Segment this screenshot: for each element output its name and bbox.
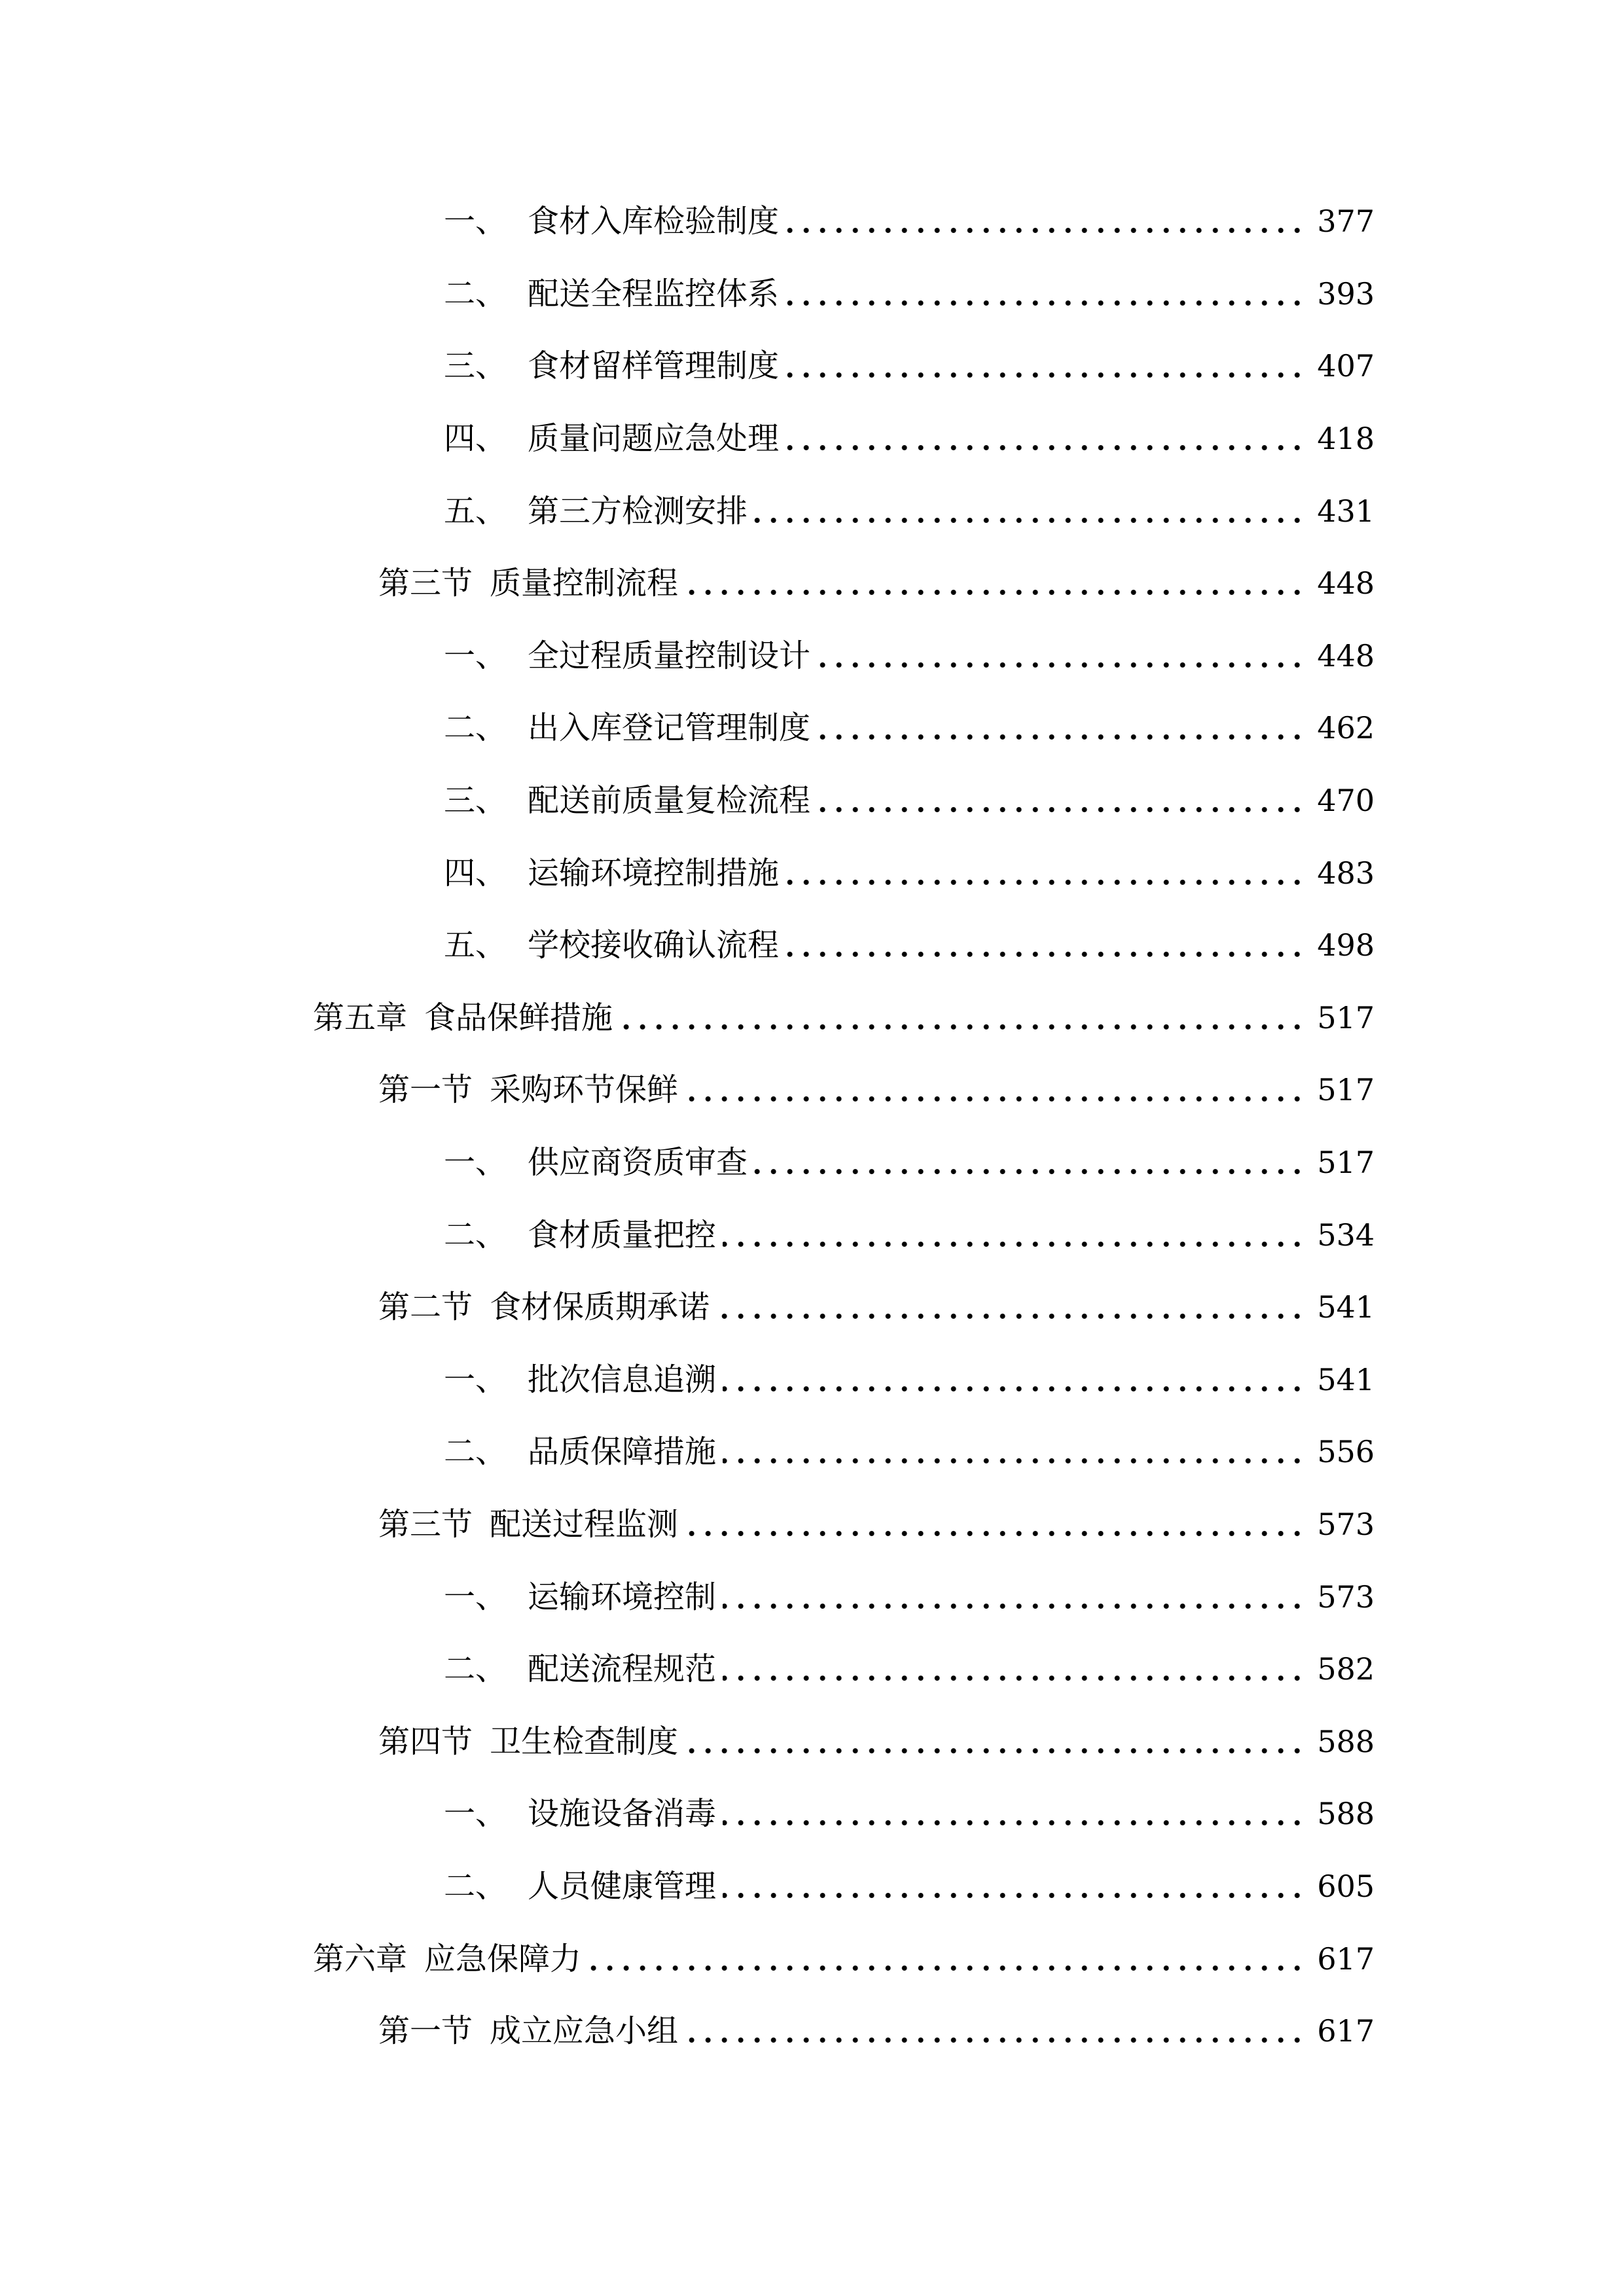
- entry-number: 第三节: [378, 565, 473, 602]
- dot-leader: [685, 577, 1305, 608]
- entry-page-number: 517: [1317, 1145, 1375, 1181]
- dot-leader: [785, 215, 1305, 246]
- entry-number: 三、: [444, 348, 507, 385]
- dot-leader: [685, 1083, 1305, 1115]
- entry-number: 第三节: [378, 1505, 473, 1543]
- entry-page-number: 470: [1317, 783, 1375, 819]
- entry-title: 食材保质期承诺: [490, 1289, 710, 1326]
- toc-entry-item[interactable]: [0, 836, 1624, 909]
- entry-page-number: 418: [1317, 421, 1375, 457]
- entry-number: 一、: [444, 1578, 507, 1615]
- entry-title: 应急保障力: [424, 1940, 582, 1977]
- toc-entry-section[interactable]: [0, 547, 1624, 620]
- entry-page-number: 617: [1317, 2013, 1375, 2049]
- entry-title: 质量问题应急处理: [528, 420, 780, 457]
- entry-title: 配送全程监控体系: [528, 275, 780, 312]
- entry-title: 设施设备消毒: [528, 1795, 717, 1833]
- dot-leader: [817, 721, 1305, 753]
- entry-page-number: 498: [1317, 927, 1375, 963]
- toc-entry-section[interactable]: [0, 1705, 1624, 1778]
- entry-title: 学校接收确认流程: [528, 927, 780, 964]
- entry-title: 食材入库检验制度: [528, 203, 780, 240]
- toc-entry-item[interactable]: [0, 185, 1624, 258]
- entry-page-number: 534: [1317, 1217, 1375, 1253]
- toc-entry-item[interactable]: [0, 692, 1624, 764]
- entry-number: 二、: [444, 275, 507, 312]
- entry-page-number: 462: [1317, 710, 1375, 746]
- entry-number: 第四节: [378, 1723, 473, 1760]
- entry-page-number: 517: [1317, 1072, 1375, 1108]
- entry-number: 三、: [444, 782, 507, 819]
- entry-page-number: 517: [1317, 999, 1375, 1035]
- dot-leader: [754, 505, 1305, 536]
- dot-leader: [716, 1300, 1305, 1332]
- toc-entry-item[interactable]: [0, 620, 1624, 692]
- entry-title: 第三方检测安排: [528, 492, 748, 529]
- table-of-contents: [0, 185, 1624, 2067]
- toc-entry-item[interactable]: [0, 909, 1624, 982]
- entry-page-number: 483: [1317, 855, 1375, 891]
- entry-page-number: 556: [1317, 1434, 1375, 1470]
- toc-entry-item[interactable]: [0, 403, 1624, 475]
- entry-page-number: 448: [1317, 565, 1375, 601]
- entry-page-number: 431: [1317, 493, 1375, 529]
- entry-number: 一、: [444, 1144, 507, 1181]
- toc-entry-item[interactable]: [0, 475, 1624, 547]
- entry-page-number: 573: [1317, 1506, 1375, 1542]
- entry-title: 卫生检查制度: [490, 1723, 679, 1760]
- entry-number: 二、: [444, 1867, 507, 1905]
- toc-entry-item[interactable]: [0, 1198, 1624, 1271]
- toc-entry-section[interactable]: [0, 1995, 1624, 2068]
- entry-title: 配送过程监测: [490, 1505, 679, 1543]
- dot-leader: [785, 432, 1305, 463]
- entry-page-number: 377: [1317, 204, 1375, 240]
- dot-leader: [723, 1229, 1305, 1260]
- entry-number: 一、: [444, 203, 507, 240]
- entry-number: 五、: [444, 492, 507, 529]
- toc-entry-item[interactable]: [0, 258, 1624, 331]
- entry-number: 一、: [444, 637, 507, 674]
- toc-entry-item[interactable]: [0, 1344, 1624, 1416]
- entry-title: 质量控制流程: [490, 565, 679, 602]
- entry-number: 第一节: [378, 1071, 473, 1109]
- entry-title: 供应商资质审查: [528, 1144, 748, 1181]
- dot-leader: [723, 1445, 1305, 1477]
- toc-entry-item[interactable]: [0, 1633, 1624, 1706]
- entry-number: 四、: [444, 420, 507, 457]
- dot-leader: [685, 2024, 1305, 2056]
- entry-page-number: 541: [1317, 1289, 1375, 1325]
- entry-title: 配送前质量复检流程: [528, 782, 811, 819]
- entry-page-number: 617: [1317, 1941, 1375, 1977]
- dot-leader: [685, 1518, 1305, 1549]
- entry-page-number: 588: [1317, 1723, 1375, 1759]
- entry-title: 出入库登记管理制度: [528, 709, 811, 747]
- entry-number: 五、: [444, 927, 507, 964]
- toc-entry-item[interactable]: [0, 330, 1624, 403]
- entry-title: 运输环境控制措施: [528, 854, 780, 891]
- entry-title: 运输环境控制: [528, 1578, 717, 1615]
- toc-entry-section[interactable]: [0, 1271, 1624, 1344]
- dot-leader: [723, 1373, 1305, 1405]
- dot-leader: [723, 1880, 1305, 1911]
- entry-number: 一、: [444, 1795, 507, 1833]
- entry-number: 一、: [444, 1361, 507, 1398]
- toc-entry-chapter[interactable]: [0, 1922, 1624, 1995]
- entry-page-number: 582: [1317, 1651, 1375, 1687]
- entry-title: 成立应急小组: [490, 2013, 679, 2050]
- entry-number: 第五章: [313, 999, 408, 1036]
- entry-number: 第二节: [378, 1289, 473, 1326]
- dot-leader: [817, 794, 1305, 825]
- entry-page-number: 448: [1317, 637, 1375, 673]
- toc-entry-section[interactable]: [0, 1054, 1624, 1126]
- entry-title: 品质保障措施: [528, 1433, 717, 1471]
- entry-number: 第六章: [313, 1940, 408, 1977]
- entry-title: 批次信息追溯: [528, 1361, 717, 1398]
- dot-leader: [619, 1011, 1305, 1043]
- entry-page-number: 605: [1317, 1868, 1375, 1904]
- entry-number: 二、: [444, 709, 507, 747]
- entry-page-number: 573: [1317, 1579, 1375, 1615]
- dot-leader: [723, 1662, 1305, 1694]
- toc-entry-item[interactable]: [0, 1850, 1624, 1923]
- toc-entry-chapter[interactable]: [0, 982, 1624, 1054]
- entry-title: 人员健康管理: [528, 1867, 717, 1905]
- toc-entry-item[interactable]: [0, 1126, 1624, 1199]
- toc-entry-item[interactable]: [0, 1416, 1624, 1488]
- toc-entry-item[interactable]: [0, 1778, 1624, 1850]
- dot-leader: [817, 649, 1305, 681]
- entry-title: 食材留样管理制度: [528, 348, 780, 385]
- entry-page-number: 588: [1317, 1796, 1375, 1832]
- toc-entry-item[interactable]: [0, 764, 1624, 837]
- entry-number: 四、: [444, 854, 507, 891]
- entry-title: 采购环节保鲜: [490, 1071, 679, 1109]
- dot-leader: [785, 287, 1305, 319]
- entry-title: 配送流程规范: [528, 1651, 717, 1688]
- dot-leader: [785, 359, 1305, 391]
- dot-leader: [785, 939, 1305, 970]
- entry-page-number: 541: [1317, 1361, 1375, 1397]
- entry-title: 食品保鲜措施: [424, 999, 613, 1036]
- entry-page-number: 407: [1317, 348, 1375, 384]
- toc-entry-section[interactable]: [0, 1488, 1624, 1561]
- entry-number: 二、: [444, 1651, 507, 1688]
- entry-number: 第一节: [378, 2013, 473, 2050]
- toc-entry-item[interactable]: [0, 1560, 1624, 1633]
- entry-page-number: 393: [1317, 276, 1375, 312]
- entry-title: 食材质量把控: [528, 1216, 717, 1253]
- dot-leader: [588, 1952, 1305, 1984]
- dot-leader: [723, 1807, 1305, 1839]
- entry-number: 二、: [444, 1433, 507, 1471]
- entry-number: 二、: [444, 1216, 507, 1253]
- dot-leader: [685, 1735, 1305, 1767]
- dot-leader: [785, 867, 1305, 898]
- dot-leader: [723, 1590, 1305, 1622]
- dot-leader: [754, 1156, 1305, 1187]
- entry-title: 全过程质量控制设计: [528, 637, 811, 674]
